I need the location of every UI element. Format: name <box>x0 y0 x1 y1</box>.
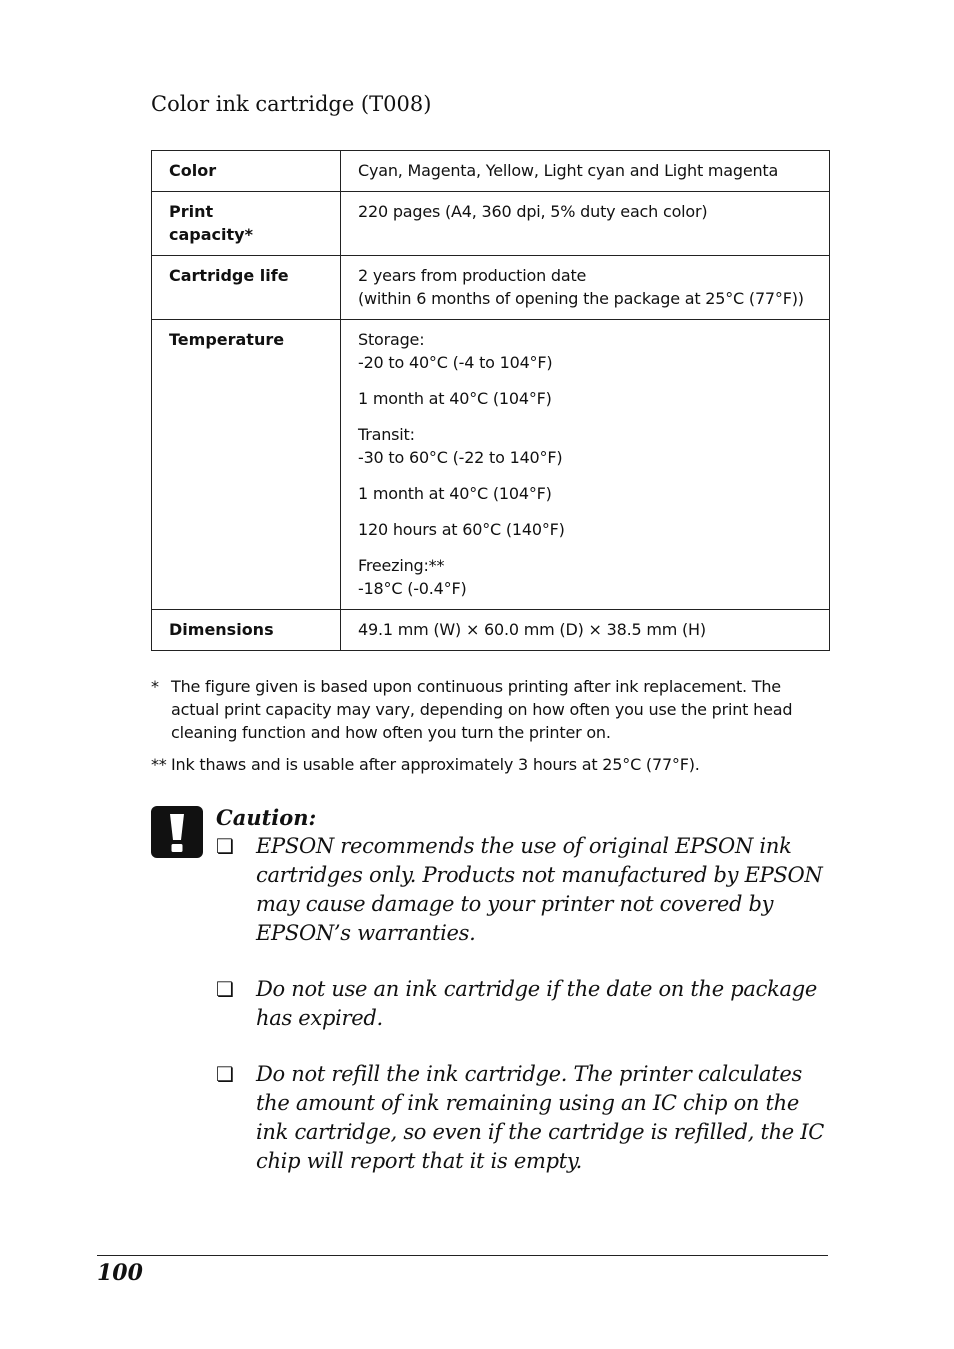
value-line: 120 hours at 60°C (140°F) <box>358 520 565 539</box>
value-line: 1 month at 40°C (104°F) <box>358 484 552 503</box>
exclamation-icon <box>151 806 203 858</box>
value-line: Storage: <box>358 330 425 349</box>
caution-item-text: Do not use an ink cartridge if the date on the package has expired. <box>256 977 817 1030</box>
caution-item <box>216 832 831 948</box>
row-label-text: Print capacity* <box>169 202 253 244</box>
value-line: Transit: <box>358 425 415 444</box>
row-label: Dimensions <box>152 610 341 651</box>
page-number: 100 <box>97 1260 143 1286</box>
checkbox-bullet-icon: ❏ <box>216 977 234 1001</box>
table-row <box>152 320 830 610</box>
row-label <box>152 192 341 256</box>
value-group <box>358 387 819 410</box>
caution-item-text: Do not refill the ink cartridge. The printer calculates the amount of ink remaining using an IC chip on the ink cartridge, so even if the cartridge is refilled, the IC chip will report that it is empty. <box>256 1062 825 1173</box>
footnote-mark: * <box>151 677 159 696</box>
footnote-text: Ink thaws and is usable after approximately 3 hours at 25°C (77°F). <box>171 755 700 774</box>
value-line: Freezing:** <box>358 556 445 575</box>
footnote <box>151 675 831 744</box>
table-row <box>152 151 830 192</box>
value-line: -30 to 60°C (-22 to 140°F) <box>358 448 563 467</box>
row-value <box>341 256 830 320</box>
row-value <box>341 320 830 610</box>
row-value <box>341 192 830 256</box>
value-group <box>358 554 819 600</box>
row-label: Temperature <box>152 320 341 610</box>
value-line: 220 pages (A4, 360 dpi, 5% duty each color) <box>358 202 708 221</box>
spec-table <box>151 150 830 651</box>
value-group <box>358 328 819 374</box>
row-value <box>341 610 830 651</box>
footnote-text: The figure given is based upon continuous printing after ink replacement. The actual print capacity may vary, depending on how often you use the print head cleaning function and how often you turn the printer on. <box>171 677 793 742</box>
checkbox-bullet-icon: ❏ <box>216 834 234 858</box>
value-line: -20 to 40°C (-4 to 104°F) <box>358 353 553 372</box>
footnotes <box>151 675 831 785</box>
footnote <box>151 753 831 776</box>
caution-item <box>216 975 831 1033</box>
caution-item-text: EPSON recommends the use of original EPSON ink cartridges only. Products not manufactured by EPSON may cause damage to your printer not covered by EPSON’s warranties. <box>256 834 823 945</box>
caution-item <box>216 1060 831 1176</box>
footer-rule <box>97 1255 828 1256</box>
row-label: Cartridge life <box>152 256 341 320</box>
caution-block <box>216 803 831 1176</box>
table-row <box>152 610 830 651</box>
value-group <box>358 482 819 505</box>
table-row <box>152 256 830 320</box>
table-row <box>152 192 830 256</box>
value-line: -18°C (-0.4°F) <box>358 579 467 598</box>
value-line: Cyan, Magenta, Yellow, Light cyan and Light magenta <box>358 161 779 180</box>
value-line: 2 years from production date <box>358 266 587 285</box>
checkbox-bullet-icon: ❏ <box>216 1062 234 1086</box>
value-group <box>358 423 819 469</box>
footnote-mark: ** <box>151 755 167 774</box>
value-line: 49.1 mm (W) × 60.0 mm (D) × 38.5 mm (H) <box>358 620 706 639</box>
row-label: Color <box>152 151 341 192</box>
row-value <box>341 151 830 192</box>
value-group <box>358 518 819 541</box>
section-heading: Color ink cartridge (T008) <box>151 92 432 116</box>
value-line: 1 month at 40°C (104°F) <box>358 389 552 408</box>
caution-title: Caution: <box>216 805 317 830</box>
value-line: (within 6 months of opening the package at 25°C (77°F)) <box>358 289 804 308</box>
